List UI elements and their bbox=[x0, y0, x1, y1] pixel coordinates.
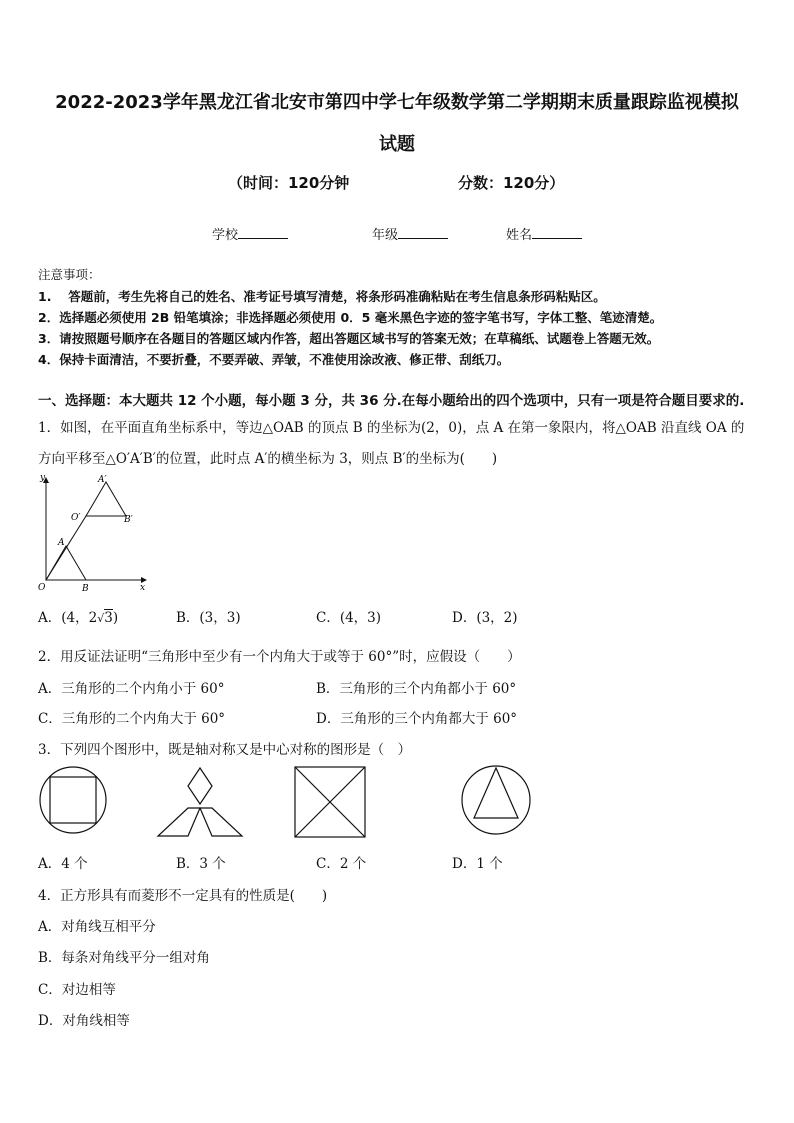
exam-time: （时间：120分钟 bbox=[228, 174, 350, 192]
label-y: y bbox=[40, 473, 46, 483]
name-field[interactable] bbox=[506, 224, 582, 243]
q2-option-d[interactable]: D．三角形的三个内角都大于 60° bbox=[316, 711, 518, 727]
q3-figure-circle-triangle bbox=[460, 762, 532, 838]
q4-option-a[interactable]: A．对角线互相平分 bbox=[38, 919, 156, 935]
note-item-1: 1. 答题前，考生先将自己的姓名、准考证号填写清楚，将条形码准确粘贴在考生信息条形码粘贴区。 bbox=[38, 289, 606, 304]
note-item-2: 2．选择题必须使用 2B 铅笔填涂；非选择题必须使用 0．5 毫米黑色字迹的签字笔书写，字体工整、笔迹清楚。 bbox=[38, 310, 663, 325]
q3-option-b[interactable]: B．3 个 bbox=[176, 856, 226, 872]
note-item-3: 3．请按照题号顺序在各题目的答题区域内作答，超出答题区域书写的答案无效；在草稿纸、试题卷上答题无效。 bbox=[38, 331, 660, 346]
q2-option-b[interactable]: B．三角形的三个内角都小于 60° bbox=[316, 681, 517, 697]
label-x: x bbox=[140, 583, 146, 593]
q3-option-d[interactable]: D．1 个 bbox=[452, 856, 503, 872]
section-heading: 一、选择题：本大题共 12 个小题，每小题 3 分，共 36 分.在每小题给出的四个选项中，只有一项是符合题目要求的. bbox=[38, 393, 745, 409]
label-b: B bbox=[82, 584, 89, 594]
label-o-prime: O′ bbox=[71, 513, 81, 523]
exam-score: 分数：120分） bbox=[458, 174, 565, 192]
notes-heading: 注意事项： bbox=[38, 267, 101, 282]
grade-field[interactable] bbox=[372, 224, 448, 243]
triangle-oab bbox=[46, 546, 86, 580]
q3-figure-three-rhombi bbox=[154, 764, 246, 840]
q2-option-a[interactable]: A．三角形的二个内角小于 60° bbox=[38, 681, 225, 697]
exam-title-line1: 2022-2023学年黑龙江省北安市第四中学七年级数学第二学期期末质量跟踪监视模拟 bbox=[55, 92, 739, 113]
q3-figure-circle-square bbox=[38, 762, 108, 838]
q2-stem: 2．用反证法证明“三角形中至少有一个内角大于或等于 60°”时，应假设（ ） bbox=[38, 649, 521, 665]
q1-option-a[interactable]: A．(4，2√3) bbox=[38, 610, 119, 626]
q3-option-a[interactable]: A．4 个 bbox=[38, 856, 88, 872]
school-label: 学校 bbox=[212, 228, 239, 243]
q4-option-d[interactable]: D．对角线相等 bbox=[38, 1013, 130, 1029]
q1-stem-line1: 1．如图，在平面直角坐标系中，等边△OAB 的顶点 B 的坐标为(2，0)，点 A 在第一象限内，将△OAB 沿直线 OA 的 bbox=[38, 420, 745, 436]
q1-option-d[interactable]: D．(3，2) bbox=[452, 610, 518, 626]
q3-option-c[interactable]: C．2 个 bbox=[316, 856, 367, 872]
grade-label: 年级 bbox=[372, 228, 399, 243]
q1-option-b[interactable]: B．(3，3) bbox=[176, 610, 241, 626]
exam-title-line2: 试题 bbox=[379, 134, 415, 155]
label-a-prime: A′ bbox=[98, 475, 107, 485]
q4-option-b[interactable]: B．每条对角线平分一组对角 bbox=[38, 950, 210, 966]
q3-figure-square-diagonals bbox=[292, 764, 368, 840]
q4-option-c[interactable]: C．对边相等 bbox=[38, 982, 116, 998]
school-field[interactable] bbox=[212, 224, 288, 243]
label-b-prime: B′ bbox=[124, 515, 133, 525]
triangle-translated bbox=[86, 482, 126, 516]
label-o: O bbox=[38, 583, 46, 593]
name-label: 姓名 bbox=[506, 228, 533, 243]
q2-option-c[interactable]: C．三角形的二个内角大于 60° bbox=[38, 711, 226, 727]
q3-stem: 3．下列四个图形中，既是轴对称又是中心对称的图形是（ ） bbox=[38, 742, 412, 758]
q1-stem-line2: 方向平移至△O′A′B′的位置，此时点 A′的横坐标为 3，则点 B′的坐标为( ) bbox=[38, 451, 498, 467]
q1-option-c[interactable]: C．(4，3) bbox=[316, 610, 382, 626]
q1-coordinate-figure bbox=[34, 470, 154, 596]
note-item-4: 4．保持卡面清洁，不要折叠，不要弄破、弄皱，不准使用涂改液、修正带、刮纸刀。 bbox=[38, 352, 510, 367]
label-a: A bbox=[58, 538, 65, 548]
q4-stem: 4．正方形具有而菱形不一定具有的性质是( ) bbox=[38, 888, 328, 904]
